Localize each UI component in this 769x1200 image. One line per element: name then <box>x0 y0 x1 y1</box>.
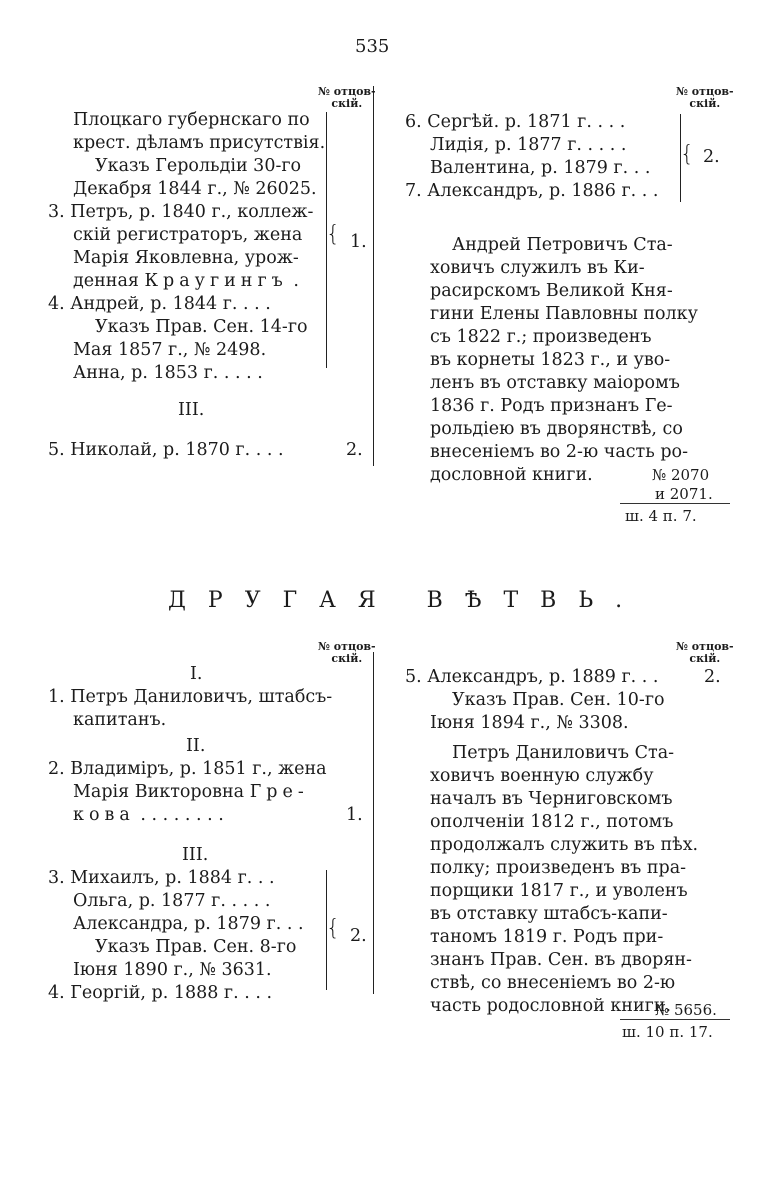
para-line: Андрей Петровичъ Ста- <box>452 235 673 255</box>
entry-line: Александра, р. 1879 г. . . <box>73 914 304 934</box>
entry-line: 5. Николай, р. 1870 г. . . . <box>48 440 284 460</box>
father-number: 2. <box>703 147 720 167</box>
para-line: полку; произведенъ въ пра- <box>430 858 687 878</box>
entry-text: денная <box>73 271 145 291</box>
entry-line: 6. Сергѣй. р. 1871 г. . . . <box>405 112 626 132</box>
column-divider-bottom <box>373 652 374 994</box>
para-line: ополченіи 1812 г., потомъ <box>430 812 674 832</box>
reference-sheet: ш. 10 п. 17. <box>622 1023 713 1041</box>
entry-line: скій регистраторъ, жена <box>73 225 303 245</box>
reference-sheet: ш. 4 п. 7. <box>625 507 697 525</box>
column-divider-top <box>373 86 374 466</box>
para-line: началъ въ Черниговскомъ <box>430 789 673 809</box>
para-line: въ отставку штабсъ-капи- <box>430 904 668 924</box>
surname-spaced: кова <box>73 805 135 825</box>
entry-line: Мая 1857 г., № 2498. <box>73 340 267 360</box>
father-number: 1. <box>350 232 367 252</box>
entry-line: Марія Яковлевна, урож- <box>73 248 299 268</box>
entry-line: Указъ Герольдіи 30-го <box>95 156 302 176</box>
section-numeral: III. <box>178 400 205 420</box>
brace-mark: { <box>326 222 340 247</box>
column-header-top-right: № отцов- скій. <box>676 85 734 110</box>
entry-line: 4. Георгій, р. 1888 г. . . . <box>48 983 273 1003</box>
entry-line: Плоцкаго губернскаго по <box>73 110 310 130</box>
column-header-bottom-left: № отцов- скій. <box>318 640 376 665</box>
entry-line <box>73 805 224 826</box>
entry-text: Марія Викторовна <box>73 782 250 802</box>
reference-number: № 2070 <box>652 466 710 484</box>
entry-line: Ольга, р. 1877 г. . . . . <box>73 891 271 911</box>
section-numeral: III. <box>182 845 209 865</box>
surname-spaced: Краугингъ <box>144 271 288 291</box>
entry-line: капитанъ. <box>73 710 167 730</box>
entry-line: Декабря 1844 г., № 26025. <box>73 179 317 199</box>
entry-line: Лидія, р. 1877 г. . . . . <box>430 135 627 155</box>
para-line: 1836 г. Родъ признанъ Ге- <box>430 396 673 416</box>
reference-number: и 2071. <box>655 485 713 503</box>
entry-line: Іюня 1894 г., № 3308. <box>430 713 629 733</box>
reference-rule <box>620 1019 730 1020</box>
entry-line: 7. Александръ, р. 1886 г. . . <box>405 181 659 201</box>
entry-line: 2. Владиміръ, р. 1851 г., жена <box>48 759 327 779</box>
para-line: таномъ 1819 г. Родъ при- <box>430 927 664 947</box>
entry-line <box>73 271 299 292</box>
para-line: въ корнеты 1823 г., и уво- <box>430 350 671 370</box>
para-line: знанъ Прав. Сен. въ дворян- <box>430 950 692 970</box>
column-header-bottom-right: № отцов- скій. <box>676 640 734 665</box>
entry-line: Указъ Прав. Сен. 8-го <box>95 937 297 957</box>
para-line: рольдіею въ дворянствѣ, со <box>430 419 683 439</box>
para-line: съ 1822 г.; произведенъ <box>430 327 652 347</box>
entry-line: 3. Петръ, р. 1840 г., коллеж- <box>48 202 314 222</box>
father-number: 1. <box>346 805 363 825</box>
para-line: ховичъ служилъ въ Ки- <box>430 258 645 278</box>
section-numeral: I. <box>190 664 203 684</box>
entry-line: 1. Петръ Даниловичъ, штабсъ- <box>48 687 333 707</box>
entry-line <box>73 782 309 803</box>
page-number: 535 <box>355 36 390 57</box>
para-line: внесеніемъ во 2-ю часть ро- <box>430 442 688 462</box>
para-line: гини Елены Павловны полку <box>430 304 698 324</box>
entry-line: крест. дѣламъ присутствія. <box>73 133 326 153</box>
reference-rule <box>620 503 730 504</box>
entry-line: Валентина, р. 1879 г. . . <box>430 158 651 178</box>
para-line: ховичъ военную службу <box>430 766 654 786</box>
para-line: продолжалъ служить въ пѣх. <box>430 835 699 855</box>
entry-text: . . . . . . . . <box>134 805 224 825</box>
para-line: дословной книги. <box>430 465 593 485</box>
entry-line: 5. Александръ, р. 1889 г. . . <box>405 667 659 687</box>
reference-number: № 5656. <box>655 1001 717 1019</box>
entry-line: Указъ Прав. Сен. 10-го <box>452 690 665 710</box>
entry-line: 3. Михаилъ, р. 1884 г. . . <box>48 868 275 888</box>
surname-spaced: Гре- <box>249 782 309 802</box>
entry-line: Указъ Прав. Сен. 14-го <box>95 317 308 337</box>
father-number: 2. <box>346 440 363 460</box>
entry-line: 4. Андрей, р. 1844 г. . . . <box>48 294 271 314</box>
column-header-top-left: № отцов- скій. <box>318 85 376 110</box>
para-line: порщики 1817 г., и уволенъ <box>430 881 688 901</box>
brace-mark: { <box>326 916 340 941</box>
para-line: Петръ Даниловичъ Ста- <box>452 743 675 763</box>
entry-line: Іюня 1890 г., № 3631. <box>73 960 272 980</box>
section-numeral: II. <box>186 736 206 756</box>
entry-line: Анна, р. 1853 г. . . . . <box>73 363 263 383</box>
brace-mark: { <box>680 142 694 167</box>
entry-text: . <box>287 271 299 291</box>
father-number: 2. <box>350 926 367 946</box>
section-heading: ДРУГАЯ ВѢТВЬ. <box>168 588 645 613</box>
father-number: 2. <box>704 667 721 687</box>
para-line: расирскомъ Великой Кня- <box>430 281 673 301</box>
para-line: ствѣ, со внесеніемъ во 2-ю <box>430 973 676 993</box>
para-line: ленъ въ отставку маіоромъ <box>430 373 680 393</box>
para-line: часть родословной книги. <box>430 996 672 1016</box>
